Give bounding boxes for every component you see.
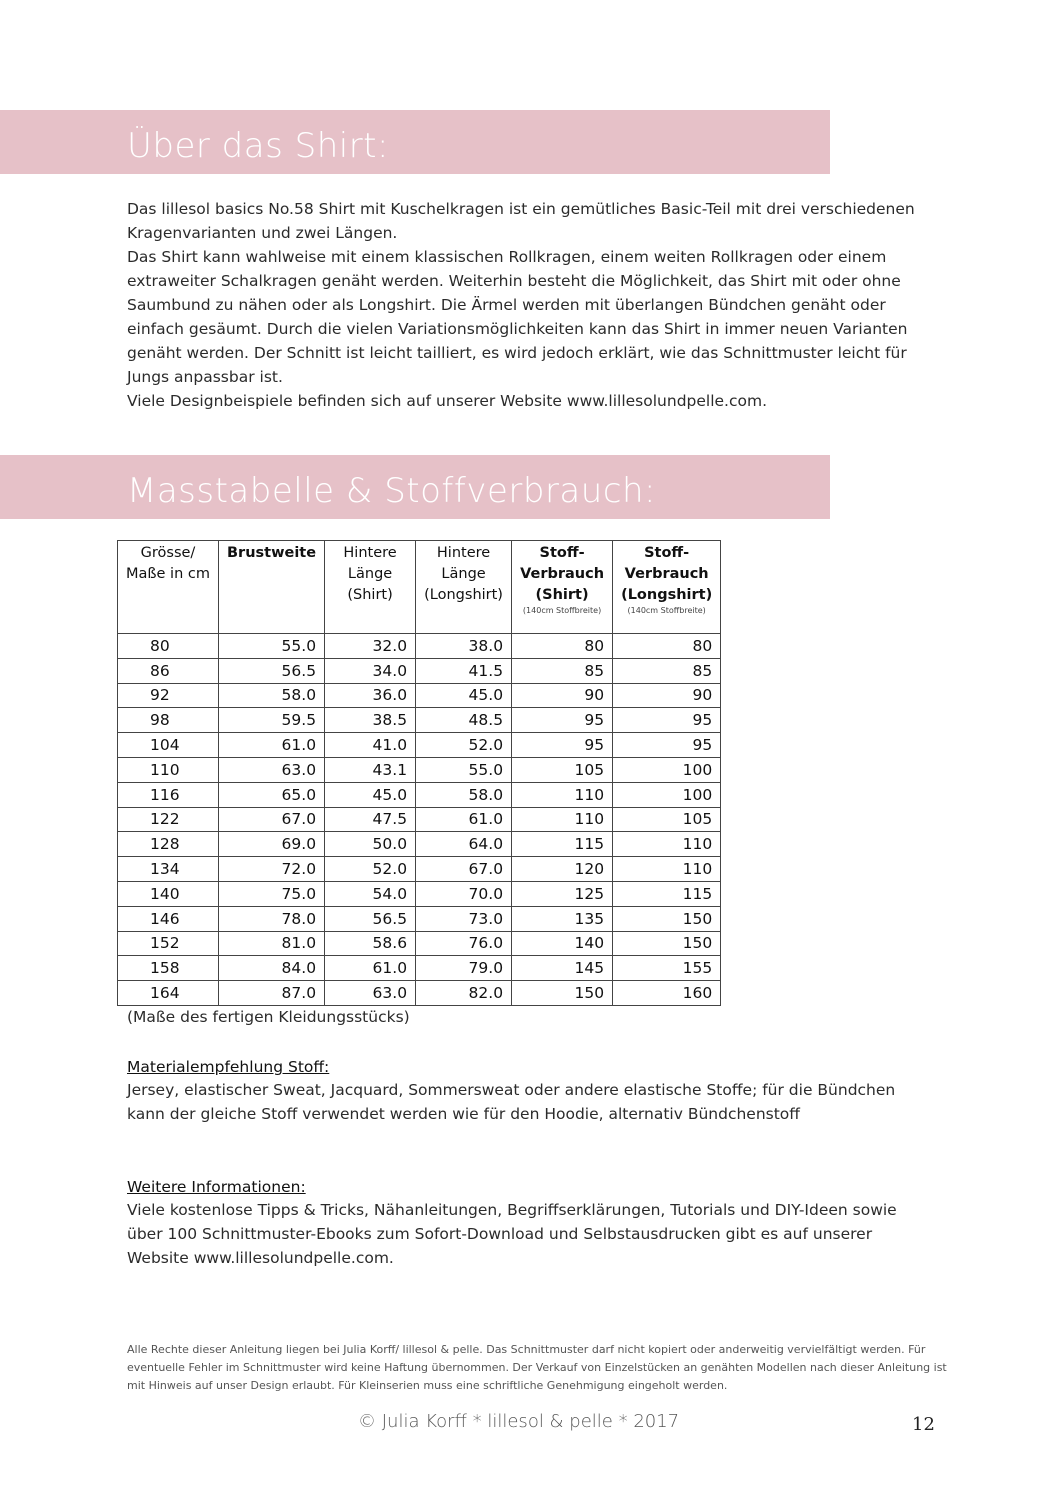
table-cell: 79.0 bbox=[416, 956, 512, 981]
table-cell: 100 bbox=[613, 782, 721, 807]
table-cell: 58.6 bbox=[325, 931, 416, 956]
legal-notice: Alle Rechte dieser Anleitung liegen bei Julia Korff/ lillesol & pelle. Das Schnittmuster darf nicht kopiert oder anderweitig vervielfältigt werden. Für eventuelle Fehler im Schnittmuster wird keine Haftung übernommen. Der Verkauf von Einzelstücken an genähten Modellen nach dieser Anleitung ist mit Hinweis auf unser Design erlaubt. Für Kleinserien muss eine schriftliche Genehmigung eingeholt werden. bbox=[127, 1343, 947, 1392]
table-cell: 81.0 bbox=[219, 931, 325, 956]
size-cell: 146 bbox=[118, 906, 219, 931]
page-number: 12 bbox=[912, 1414, 935, 1435]
table-cell: 76.0 bbox=[416, 931, 512, 956]
table-cell: 58.0 bbox=[219, 683, 325, 708]
header-fabric-shirt-variant: (Shirt) bbox=[535, 587, 589, 603]
table-cell: 95 bbox=[613, 708, 721, 733]
table-note: (Maße des fertigen Kleidungsstücks) bbox=[127, 1008, 410, 1026]
section-banner-size-table bbox=[0, 455, 830, 519]
table-row bbox=[118, 857, 721, 882]
section-title-size-table: Masstabelle & Stoffverbrauch: bbox=[127, 471, 657, 511]
table-cell: 54.0 bbox=[325, 881, 416, 906]
table-cell: 90 bbox=[613, 683, 721, 708]
size-cell: 158 bbox=[118, 956, 219, 981]
table-cell: 38.5 bbox=[325, 708, 416, 733]
table-cell: 41.5 bbox=[416, 658, 512, 683]
table-cell: 115 bbox=[512, 832, 613, 857]
size-table-header-row bbox=[118, 541, 721, 634]
material-text: Jersey, elastischer Sweat, Jacquard, Sommersweat oder andere elastische Stoffe; für die Bündchen kann der gleiche Stoff verwendet werden wie für den Hoodie, alternativ Bündchenstoff bbox=[127, 1081, 896, 1123]
header-fabric-shirt-label: Stoff-Verbrauch bbox=[520, 545, 605, 582]
header-fabric-longshirt-note: (140cm Stoffbreite) bbox=[627, 606, 706, 615]
table-cell: 65.0 bbox=[219, 782, 325, 807]
table-row bbox=[118, 832, 721, 857]
table-cell: 145 bbox=[512, 956, 613, 981]
table-cell: 105 bbox=[613, 807, 721, 832]
table-cell: 61.0 bbox=[219, 733, 325, 758]
table-cell: 140 bbox=[512, 931, 613, 956]
table-cell: 85 bbox=[613, 658, 721, 683]
header-back-length-shirt bbox=[325, 541, 416, 634]
header-back-length-longshirt-label: Hintere Länge bbox=[436, 545, 491, 582]
table-cell: 85 bbox=[512, 658, 613, 683]
table-row bbox=[118, 683, 721, 708]
table-cell: 63.0 bbox=[219, 757, 325, 782]
table-cell: 32.0 bbox=[325, 634, 416, 659]
table-cell: 110 bbox=[613, 832, 721, 857]
size-cell: 122 bbox=[118, 807, 219, 832]
table-row bbox=[118, 757, 721, 782]
table-cell: 125 bbox=[512, 881, 613, 906]
size-cell: 92 bbox=[118, 683, 219, 708]
table-cell: 56.5 bbox=[325, 906, 416, 931]
size-cell: 164 bbox=[118, 981, 219, 1006]
table-cell: 45.0 bbox=[325, 782, 416, 807]
table-cell: 38.0 bbox=[416, 634, 512, 659]
material-title: Materialempfehlung Stoff: bbox=[127, 1058, 330, 1076]
table-row bbox=[118, 807, 721, 832]
header-fabric-longshirt-variant: (Longshirt) bbox=[621, 587, 713, 603]
size-table bbox=[117, 540, 721, 1006]
header-fabric-shirt-note: (140cm Stoffbreite) bbox=[522, 606, 602, 615]
table-cell: 50.0 bbox=[325, 832, 416, 857]
table-cell: 58.0 bbox=[416, 782, 512, 807]
table-cell: 73.0 bbox=[416, 906, 512, 931]
table-cell: 69.0 bbox=[219, 832, 325, 857]
table-cell: 70.0 bbox=[416, 881, 512, 906]
table-row bbox=[118, 708, 721, 733]
table-cell: 61.0 bbox=[416, 807, 512, 832]
table-cell: 34.0 bbox=[325, 658, 416, 683]
more-info-text: Viele kostenlose Tipps & Tricks, Nähanleitungen, Begriffserklärungen, Tutorials und DIY-Ideen sowie über 100 Schnittmuster-Ebooks zum Sofort-Download und Selbstausdrucken gibt es auf unserer Website www.lillesolundpelle.com. bbox=[127, 1201, 897, 1267]
table-row bbox=[118, 931, 721, 956]
header-fabric-longshirt-label: Stoff-Verbrauch bbox=[624, 545, 709, 582]
size-cell: 104 bbox=[118, 733, 219, 758]
footer-copyright: © Julia Korff * lillesol & pelle * 2017 bbox=[358, 1411, 680, 1432]
header-chest: Brustweite bbox=[219, 541, 325, 634]
size-cell: 86 bbox=[118, 658, 219, 683]
table-cell: 78.0 bbox=[219, 906, 325, 931]
size-table-body bbox=[118, 634, 721, 1006]
table-cell: 80 bbox=[512, 634, 613, 659]
table-cell: 48.5 bbox=[416, 708, 512, 733]
table-cell: 45.0 bbox=[416, 683, 512, 708]
table-cell: 110 bbox=[512, 782, 613, 807]
table-cell: 55.0 bbox=[219, 634, 325, 659]
header-fabric-longshirt bbox=[613, 541, 721, 634]
header-back-length-shirt-label: Hintere Länge bbox=[343, 545, 397, 582]
size-cell: 98 bbox=[118, 708, 219, 733]
table-cell: 56.5 bbox=[219, 658, 325, 683]
table-cell: 95 bbox=[512, 733, 613, 758]
table-row bbox=[118, 733, 721, 758]
table-row bbox=[118, 634, 721, 659]
table-row bbox=[118, 782, 721, 807]
table-cell: 150 bbox=[512, 981, 613, 1006]
size-cell: 140 bbox=[118, 881, 219, 906]
section-banner-about bbox=[0, 110, 830, 174]
size-cell: 128 bbox=[118, 832, 219, 857]
table-cell: 43.1 bbox=[325, 757, 416, 782]
table-cell: 61.0 bbox=[325, 956, 416, 981]
table-cell: 110 bbox=[613, 857, 721, 882]
more-info-title: Weitere Informationen: bbox=[127, 1178, 306, 1196]
table-cell: 64.0 bbox=[416, 832, 512, 857]
table-cell: 115 bbox=[613, 881, 721, 906]
table-cell: 95 bbox=[613, 733, 721, 758]
table-cell: 82.0 bbox=[416, 981, 512, 1006]
table-cell: 95 bbox=[512, 708, 613, 733]
table-cell: 63.0 bbox=[325, 981, 416, 1006]
table-cell: 135 bbox=[512, 906, 613, 931]
table-cell: 87.0 bbox=[219, 981, 325, 1006]
header-fabric-shirt bbox=[512, 541, 613, 634]
table-cell: 55.0 bbox=[416, 757, 512, 782]
intro-paragraph-3: Viele Designbeispiele befinden sich auf unserer Website www.lillesolundpelle.com. bbox=[127, 392, 768, 410]
intro-text bbox=[127, 197, 927, 413]
header-size: Grösse/ Maße in cm bbox=[118, 541, 219, 634]
table-cell: 160 bbox=[613, 981, 721, 1006]
table-cell: 52.0 bbox=[325, 857, 416, 882]
table-row bbox=[118, 981, 721, 1006]
table-cell: 52.0 bbox=[416, 733, 512, 758]
intro-paragraph-1: Das lillesol basics No.58 Shirt mit Kuschelkragen ist ein gemütliches Basic-Teil mit drei verschiedenen Kragenvarianten und zwei Längen. bbox=[127, 200, 915, 242]
table-cell: 47.5 bbox=[325, 807, 416, 832]
table-cell: 80 bbox=[613, 634, 721, 659]
size-cell: 116 bbox=[118, 782, 219, 807]
table-row bbox=[118, 956, 721, 981]
size-cell: 110 bbox=[118, 757, 219, 782]
table-cell: 110 bbox=[512, 807, 613, 832]
size-cell: 152 bbox=[118, 931, 219, 956]
intro-paragraph-2: Das Shirt kann wahlweise mit einem klassischen Rollkragen, einem weiten Rollkragen oder einem extraweiter Schalkragen genäht werden. Weiterhin besteht die Möglichkeit, das Shirt mit oder ohne Saumbund zu nähen oder als Longshirt. Die Ärmel werden mit überlangen Bündchen genäht oder einfach gesäumt. Durch die vielen Variationsmöglichkeiten kann das Shirt in immer neuen Varianten genäht werden. Der Schnitt ist leicht tailliert, es wird jedoch erklärt, wie das Schnittmuster leicht für Jungs anpassbar ist. bbox=[127, 248, 908, 386]
size-cell: 80 bbox=[118, 634, 219, 659]
size-cell: 134 bbox=[118, 857, 219, 882]
header-back-length-shirt-variant: (Shirt) bbox=[347, 587, 393, 603]
table-cell: 120 bbox=[512, 857, 613, 882]
table-cell: 72.0 bbox=[219, 857, 325, 882]
table-cell: 75.0 bbox=[219, 881, 325, 906]
header-back-length-longshirt-variant: (Longshirt) bbox=[424, 587, 503, 603]
header-back-length-longshirt bbox=[416, 541, 512, 634]
table-cell: 150 bbox=[613, 931, 721, 956]
table-cell: 59.5 bbox=[219, 708, 325, 733]
table-row bbox=[118, 906, 721, 931]
table-cell: 150 bbox=[613, 906, 721, 931]
section-title-about: Über das Shirt: bbox=[127, 126, 389, 166]
table-cell: 90 bbox=[512, 683, 613, 708]
table-cell: 105 bbox=[512, 757, 613, 782]
table-cell: 36.0 bbox=[325, 683, 416, 708]
table-cell: 155 bbox=[613, 956, 721, 981]
table-row bbox=[118, 658, 721, 683]
table-cell: 84.0 bbox=[219, 956, 325, 981]
table-cell: 67.0 bbox=[416, 857, 512, 882]
table-cell: 67.0 bbox=[219, 807, 325, 832]
table-cell: 41.0 bbox=[325, 733, 416, 758]
table-row bbox=[118, 881, 721, 906]
table-cell: 100 bbox=[613, 757, 721, 782]
